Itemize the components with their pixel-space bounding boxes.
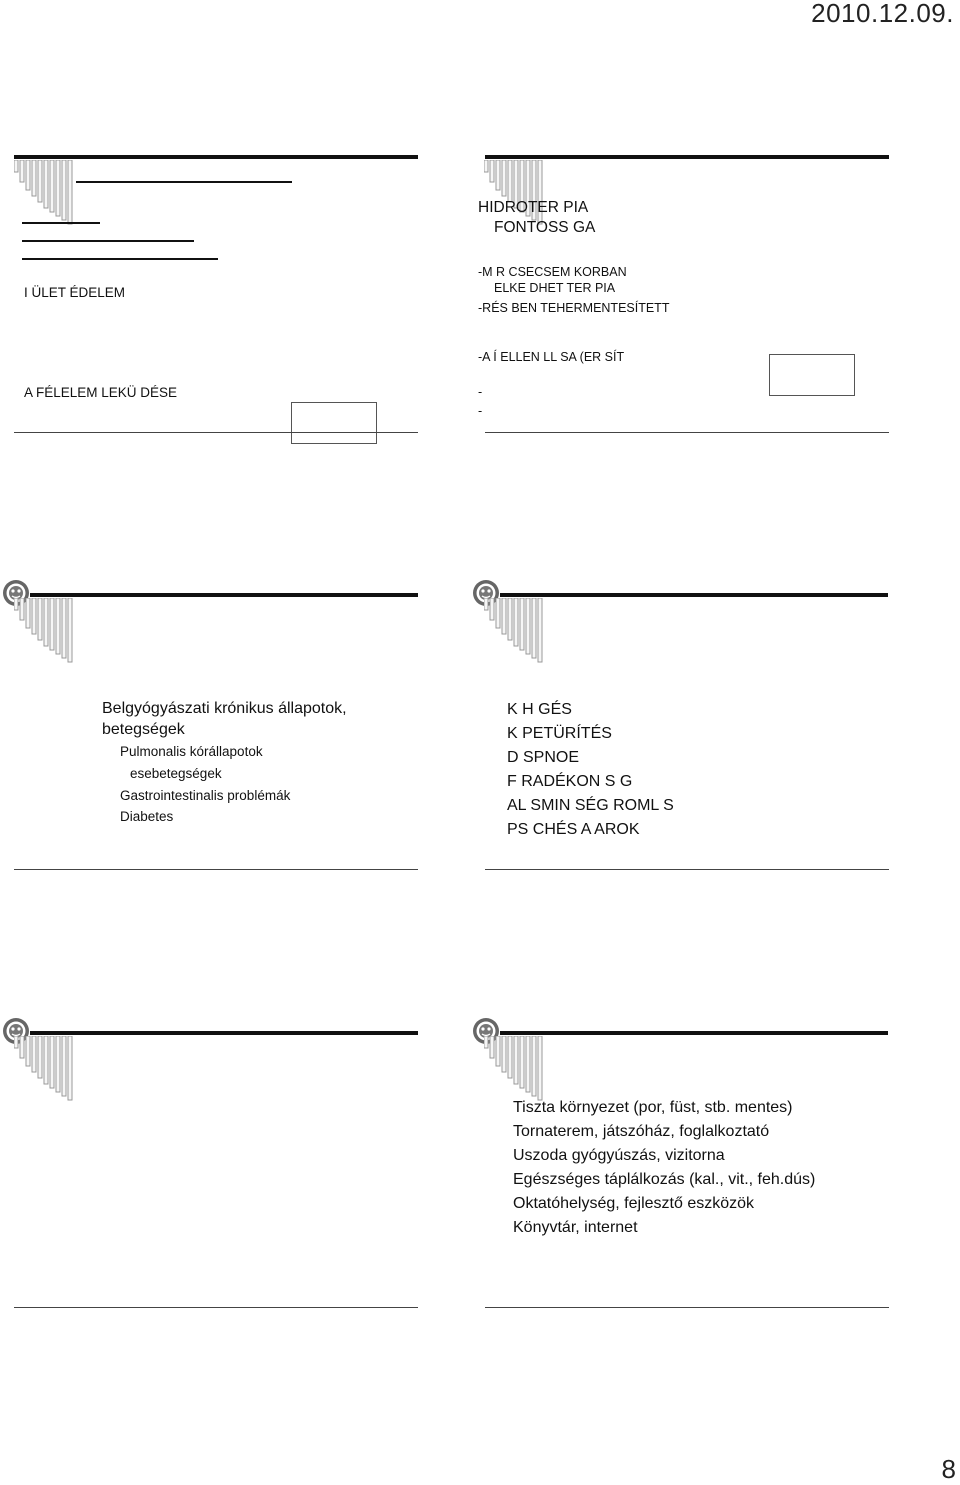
slide-4-item: PS CHÉS A AROK [507, 821, 640, 838]
slide-1-line-a: I ÜLET ÉDELEM [24, 285, 126, 300]
slide-bottom-line [14, 432, 418, 433]
slide-6-item: Egészséges táplálkozás (kal., vit., feh.dús) [513, 1171, 816, 1188]
slide-4-item: AL SMIN SÉG ROML S [507, 797, 674, 814]
slide-2-item: ELKE DHET TER PIA [494, 281, 616, 295]
slide-3-item: Pulmonalis kórállapotok [120, 744, 263, 759]
slide-3-item: Gastrointestinalis problémák [120, 788, 291, 803]
slide-top-bar [30, 1031, 418, 1035]
slide-6-item: Tiszta környezet (por, füst, stb. mentes) [513, 1099, 793, 1116]
underline-2 [22, 222, 100, 224]
underline-3 [22, 240, 194, 242]
slide-top-bar [14, 155, 418, 159]
slide-6-item: Tornaterem, játszóház, foglalkoztató [513, 1123, 770, 1140]
stripes-decoration [484, 598, 550, 670]
slide-top-bar [500, 1031, 888, 1035]
slide-2-title-1: HIDROTER PIA [478, 199, 589, 216]
slide-2-title-2: FONTOSS GA [494, 219, 596, 236]
slide-3-heading-2: betegségek [102, 721, 185, 738]
slide-bottom-line [485, 869, 889, 870]
slide-3-item: Diabetes [120, 809, 174, 824]
slide-2-item: -RÉS BEN TEHERMENTESÍTETT [478, 301, 670, 315]
slide-bottom-line [485, 432, 889, 433]
page-number: 8 [941, 1454, 956, 1484]
slide-6-item: Oktatóhelység, fejlesztő eszközök [513, 1195, 755, 1212]
slide-6-item: Uszoda gyógyúszás, vizitorna [513, 1147, 725, 1164]
slide-2-item: -A Í ELLEN LL SA (ER SÍT [478, 350, 625, 364]
slide-4-item: F RADÉKON S G [507, 773, 633, 790]
slide-bottom-line [14, 869, 418, 870]
image-placeholder [769, 354, 855, 396]
slide-top-bar [500, 593, 888, 597]
slide-2-item: - [478, 404, 483, 418]
slide-2-item: -M R CSECSEM KORBAN [478, 265, 627, 279]
slide-4-item: K H GÉS [507, 701, 572, 718]
slide-bottom-line [485, 1307, 889, 1308]
stripes-decoration [484, 1036, 550, 1108]
slide-4-item: D SPNOE [507, 749, 580, 766]
stripes-decoration [14, 1036, 80, 1108]
image-placeholder [291, 402, 377, 444]
slide-top-bar [30, 593, 418, 597]
print-date: 2010.12.09. [811, 0, 954, 28]
stripes-decoration [14, 598, 80, 670]
slide-3-item: esebetegségek [130, 766, 222, 781]
underline-4 [22, 258, 218, 260]
slide-1-line-b: A FÉLELEM LEKÜ DÉSE [24, 385, 178, 400]
slide-6-item: Könyvtár, internet [513, 1219, 638, 1236]
slide-4-item: K PETÜRÍTÉS [507, 725, 612, 742]
slide-bottom-line [14, 1307, 418, 1308]
slide-3-heading-1: Belgyógyászati krónikus állapotok, [102, 700, 347, 717]
slide-top-bar [485, 155, 889, 159]
slide-2-item: - [478, 385, 483, 399]
underline-1 [76, 181, 292, 183]
